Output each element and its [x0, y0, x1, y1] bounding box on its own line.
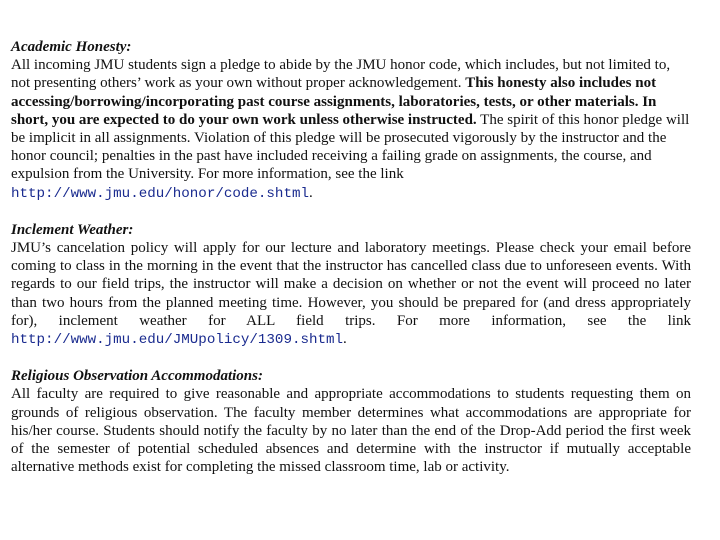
inclement-weather-section: [11, 221, 691, 349]
honor-code-link[interactable]: http://www.jmu.edu/honor/code.shtml: [11, 185, 309, 202]
religious-observation-heading: Religious Observation Accommodations:: [11, 368, 263, 385]
academic-honesty-period: .: [309, 184, 313, 201]
academic-honesty-section: [11, 38, 691, 203]
inclement-weather-paragraph: [11, 239, 691, 349]
academic-honesty-paragraph: [11, 56, 691, 203]
academic-honesty-text-2: The spirit of this honor pledge will be implicit in all assignments. Violation of this pledge will be prosecuted vigorously by the instructor and the honor council; penalties in the past have included receiving a failing grade on assignments, the course, and expulsion from the University. For more information, see the link: [11, 111, 690, 183]
inclement-weather-text: JMU’s cancelation policy will apply for our lecture and laboratory meetings. Please check your email before coming to class in the morning in the event that the instructor has cancelled class due to unforeseen events. With regards to our field trips, the instructor will make a decision on whether or not the event will proceed no later than two hours from the planned meeting time. However, you should be prepared for (and dress appropriately for), inclement weather for ALL field trips. For more information, see the link: [11, 240, 691, 329]
syllabus-policies-page: [11, 38, 691, 494]
academic-honesty-heading: Academic Honesty:: [11, 39, 132, 55]
weather-policy-link[interactable]: http://www.jmu.edu/JMUpolicy/1309.shtml: [11, 332, 344, 349]
religious-observation-paragraph: All faculty are required to give reasonable and appropriate accommodations to students requesting them on grounds of religious observation. The faculty member determines what accommodations are appropriate for his/her course. Students should notify the faculty by no later than the end of the Drop-Add period the first week of the semester of potential scheduled absences and determine with the instructor if mutually acceptable alternative methods exist for completing the missed classroom time, lab or activity.: [11, 386, 691, 476]
academic-honesty-bold-text: This honesty also includes not accessing/borrowing/incorporating past course assignments, laboratories, tests, or other materials. In short, you are expected to do your own work unless otherwise instructed.: [11, 75, 657, 128]
inclement-weather-period: .: [343, 331, 347, 348]
academic-honesty-text-1: All incoming JMU students sign a pledge to abide by the JMU honor code, which includes, but not limited to, not presenting others’ work as your own without proper acknowledgement.: [11, 57, 671, 92]
inclement-weather-heading: Inclement Weather:: [11, 221, 134, 238]
religious-observation-section: [11, 367, 691, 476]
